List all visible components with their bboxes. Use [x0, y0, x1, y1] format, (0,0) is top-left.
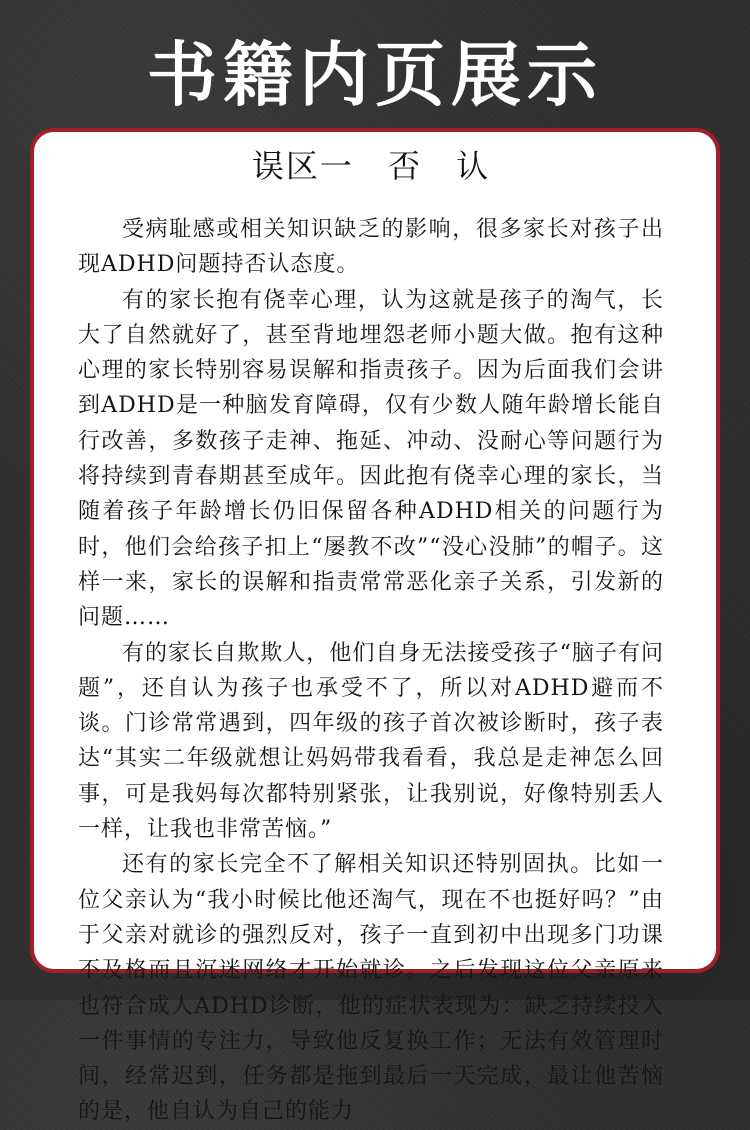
book-page-content — [78, 132, 664, 1130]
paragraph-3: 有的家长自欺欺人，他们自身无法接受孩子“脑子有问题”，还自认为孩子也承受不了，所以对ADHD避而不谈。门诊常常遇到，四年级的孩子首次被诊断时，孩子表达“其实二年级就想让妈妈带我看看，我总是走神怎么回事，可是我妈每次都特别紧张，让我别说，好像特别丢人一样，让我也非常苦恼。” — [78, 640, 664, 843]
section-heading: 误区一 否 认 — [251, 147, 491, 185]
paragraph-1: 受病耻感或相关知识缺乏的影响，很多家长对孩子出现ADHD问题持否认态度。 — [78, 217, 664, 278]
paragraph-4: 还有的家长完全不了解相关知识还特别固执。比如一位父亲认为“我小时候比他还淘气，现在不也挺好吗？”由于父亲对就诊的强烈反对，孩子一直到初中出现多门功课不及格而且沉迷网络才开始就诊。之后发现这位父亲原来也符合成人ADHD诊断，他的症状表现为：缺乏持续投入一件事情的专注力，导致他反复换工作；无法有效管理时间，经常迟到，任务都是拖到最后一天完成，最让他苦恼的是，他自认为自己的能力 — [78, 852, 664, 1125]
body-text — [78, 212, 664, 1130]
paragraph-2: 有的家长抱有侥幸心理，认为这就是孩子的淘气，长大了自然就好了，甚至背地埋怨老师小题大做。抱有这种心理的家长特别容易误解和指责孩子。因为后面我们会讲到ADHD是一种脑发育障碍，仅有少数人随年龄增长能自行改善，多数孩子走神、拖延、冲动、没耐心等问题行为将持续到青春期甚至成年。因此抱有侥幸心理的家长，当随着孩子年龄增长仍旧保留各种ADHD相关的问题行为时，他们会给孩子扣上“屡教不改”“没心没肺”的帽子。这样一来，家长的误解和指责常常恶化亲子关系，引发新的问题…… — [78, 287, 664, 631]
banner-title: 书籍内页展示 — [147, 34, 603, 116]
book-page-frame — [30, 128, 720, 1125]
